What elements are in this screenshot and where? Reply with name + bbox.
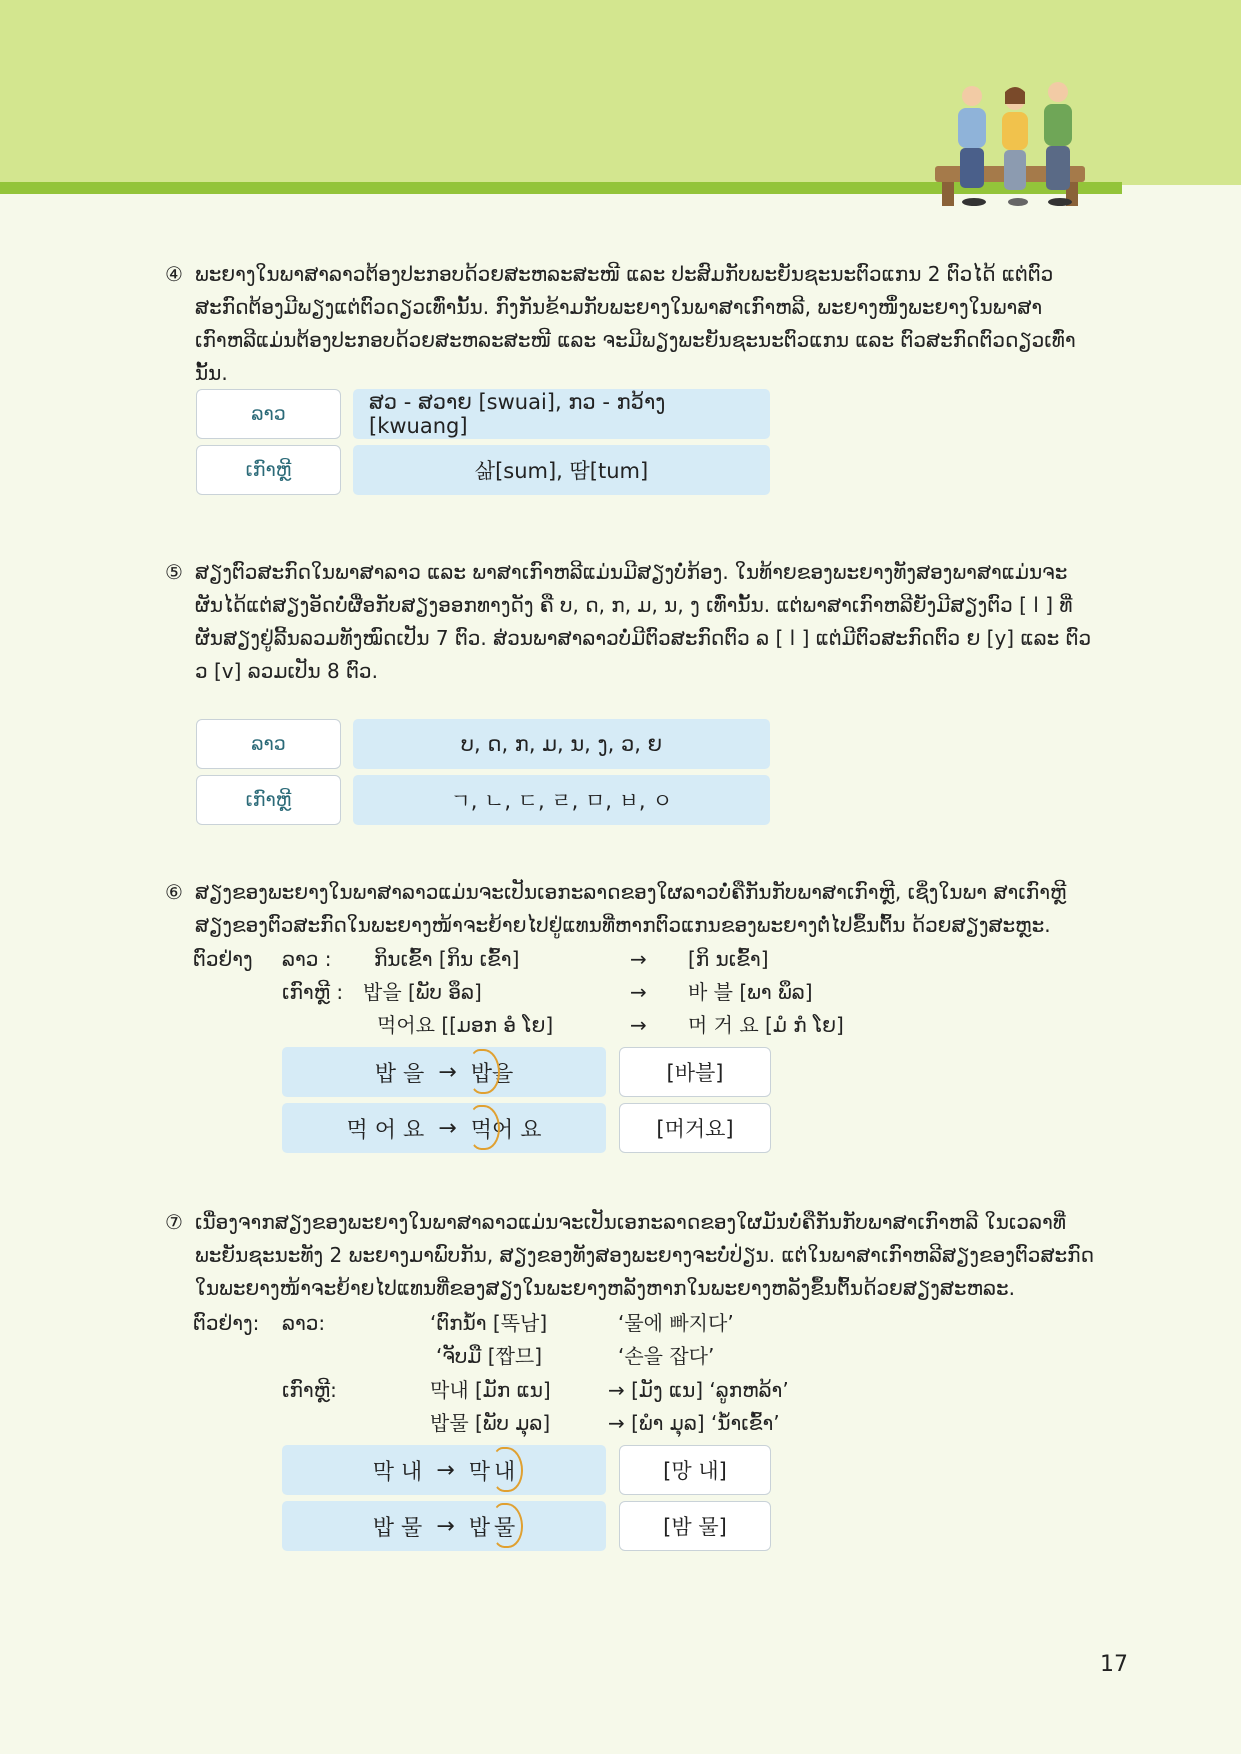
paragraph-text: ເນື່ອງຈາກສຽງຂອງພະຍາງໃນພາສາລາວແມ່ນຈະເປັນເອກະລາດຂອງໃຜມັນບໍ່ຄືກັນກັບພາສາເກົາຫລີ ໃນເວລາທີ່ພະຍັນຊະນະທັງ 2 ພະຍາງມາພົບກັນ, ສຽງຂອງທັງສອງພະຍາງຈະບໍ່ປ່ຽນ. ແຕ່ໃນພາສາເກົາຫລີສຽງຂອງຕົວສະກົດໃນພະຍາງໜ້າຈະຍ້າຍໄປແທນທີ່ຂອງສຽງໃນພະຍາງຫລັງຫາກໃນພະຍາງຫລັງຂຶ້ນຕົ້ນດ້ວຍສຽງສະຫລະ. xyxy=(195,1210,1094,1300)
example-result: 머 거 요 [ມໍ ກໍ ໂຍ] xyxy=(688,1013,844,1037)
arrow-icon: → xyxy=(438,1059,457,1085)
page-number: 17 xyxy=(1100,1652,1128,1677)
paragraph-4 xyxy=(165,258,1095,390)
item-number: ⑤ xyxy=(165,560,183,584)
example-word: 먹어요 [[ມອກ ອໍ ໂຍ] xyxy=(377,1013,554,1037)
pronunciation-result: [머거요] xyxy=(619,1103,771,1153)
first-syllable: 막 xyxy=(468,1459,490,1485)
label-korean: ເກົາຫຼີ xyxy=(196,445,341,495)
example-lang: ເກົາຫຼີ: xyxy=(282,1378,337,1402)
syllables-before: 막 내 xyxy=(372,1459,423,1485)
value-lao: ສວ - ສວາຍ [swuai], ກວ - ກວ້າງ [kwuang] xyxy=(353,389,770,439)
label-lao: ລາວ xyxy=(196,389,341,439)
example-lang: ລາວ: xyxy=(282,1311,326,1335)
paragraph-7 xyxy=(165,1206,1095,1305)
paragraph-text: ສຽງຕົວສະກົດໃນພາສາລາວ ແລະ ພາສາເກົາຫລີແມ່ນມີສຽງບໍ່ກ້ອງ. ໃນທ້າຍຂອງພະຍາງທັງສອງພາສາແມ່ນຈະຜັນໄດ້ແຕ່ສຽງອັດບໍ່ຜື່ອກັບສຽງອອກທາງດັງ ຄື ບ, ດ, ກ, ມ, ນ, ງ ເທົ່ານັ້ນ. ແຕ່ພາສາເກົາຫລີຍັງມີສຽງຕົວ [ l ] ທີ່ຜັນສຽງຢູ່ລີ້ນລວມທັງໝົດເປັນ 7 ຕົວ. ສ່ວນພາສາລາວບໍ່ມີຕົວສະກົດຕົວ ລ [ l ] ແຕ່ມີຕົວສະກົດຕົວ ຍ [y] ແລະ ຕົວ ວ [v] ລວມເປັນ 8 ຕົວ. xyxy=(195,560,1092,683)
example-arrow: → xyxy=(630,947,647,971)
moving-consonant-syllable: 먹 xyxy=(471,1113,492,1144)
syllables-before: 먹 어 요 xyxy=(346,1117,425,1143)
pronunciation-result: [망 내] xyxy=(619,1445,771,1495)
liaison-box xyxy=(282,1445,606,1495)
paragraph-text: ສຽງຂອງພະຍາງໃນພາສາລາວແມ່ນຈະເປັນເອກະລາດຂອງໃຜລາວບໍ່ຄືກັນກັບພາສາເກົາຫຼີ, ເຊິ່ງໃນພາ ສາເກົາຫຼີສຽງຂອງຕົວສະກົດໃນພະຍາງໜ້າຈະຍ້າຍໄປຢູ່ແທນທີ່ຫາກຕົວແກນຂອງພະຍາງຕໍ່ໄປຂຶ້ນຕົ້ນ ດ້ວຍສຽງສະຫຼະ. xyxy=(195,880,1067,937)
example-meaning: ‘손을 잡다’ xyxy=(618,1344,715,1368)
example-word: 막내 [ມັກ ແນ] xyxy=(430,1378,551,1402)
example-word: 밥을 [ພັບ ອຶລ] xyxy=(363,980,482,1004)
liaison-box xyxy=(282,1501,606,1551)
example-meaning: ‘물에 빠지다’ xyxy=(618,1311,734,1335)
syllables-before: 밥 을 xyxy=(374,1061,425,1087)
arrow-icon: → xyxy=(436,1457,455,1483)
example-meaning: → [ມັງ ແນ] ‘ລູກຫລ້າ’ xyxy=(608,1378,789,1402)
syllables-before: 밥 물 xyxy=(372,1515,423,1541)
example-meaning: → [ພໍາ ມຸລ] ‘ນ້ຳເຂົ້າ’ xyxy=(608,1411,780,1435)
example-label: ຕົວຢ່າງ: xyxy=(193,1311,260,1335)
example-lang: ລາວ : xyxy=(282,947,332,971)
item-number: ④ xyxy=(165,262,183,286)
liaison-box xyxy=(282,1103,606,1153)
pronunciation-result: [밤 물] xyxy=(619,1501,771,1551)
value-korean: 삶[sum], 땀[tum] xyxy=(353,445,770,495)
paragraph-5 xyxy=(165,556,1095,688)
example-label: ຕົວຢ່າງ xyxy=(193,947,253,971)
syllables-after: 을 xyxy=(491,1061,514,1087)
example-word: ‘ຈັບມື [짭므] xyxy=(436,1344,543,1368)
syllables-after: 어 요 xyxy=(491,1117,542,1143)
first-syllable: 밥 xyxy=(468,1515,490,1541)
value-lao: ບ, ດ, ກ, ມ, ນ, ງ, ວ, ຍ xyxy=(353,719,770,769)
example-result: 바 블 [ພາ ພຶລ] xyxy=(688,980,813,1004)
changed-syllable: 물 xyxy=(494,1511,515,1542)
value-korean: ㄱ, ㄴ, ㄷ, ㄹ, ㅁ, ㅂ, ㅇ xyxy=(353,775,770,825)
example-word: ກິນເຂົ້າ [ກິນ ເຂົ້າ] xyxy=(374,947,520,971)
pronunciation-result: [바블] xyxy=(619,1047,771,1097)
example-arrow: → xyxy=(630,980,647,1004)
label-lao: ລາວ xyxy=(196,719,341,769)
example-word: ‘ຕົກນ້ຳ [똑남] xyxy=(430,1311,548,1335)
example-lang: ເກົາຫຼີ : xyxy=(282,980,344,1004)
example-arrow: → xyxy=(630,1013,647,1037)
arrow-icon: → xyxy=(438,1115,457,1141)
item-number: ⑦ xyxy=(165,1210,183,1234)
label-korean: ເກົາຫຼີ xyxy=(196,775,341,825)
liaison-box xyxy=(282,1047,606,1097)
example-result: [ກິ ນເຂົ້າ] xyxy=(688,947,769,971)
paragraph-6 xyxy=(165,876,1095,942)
item-number: ⑥ xyxy=(165,880,183,904)
people-on-bench-illustration xyxy=(930,78,1100,213)
arrow-icon: → xyxy=(436,1513,455,1539)
paragraph-text: ພະຍາງໃນພາສາລາວຕ້ອງປະກອບດ້ວຍສະຫລະສະໜີ ແລະ ປະສົມກັບພະຍັນຊະນະຕົວແກນ 2 ຕົວໄດ້ ແຕ່ຕົວສະກົດຕ້ອງມີພຽງແຕ່ຕົວດຽວເທົ່ານັ້ນ. ກົງກັນຂ້າມກັບພະຍາງໃນພາສາເກົາຫລີ, ພະຍາງໜຶ່ງພະຍາງໃນພາສາເກົາຫລີແມ່ນຕ້ອງປະກອບດ້ວຍສະຫລະສະໜີ ແລະ ຈະມີພຽງພະຍັນຊະນະຕົວແກນ ແລະ ຕົວສະກົດຕົວດຽວເທົ່ານັ້ນ. xyxy=(195,262,1076,385)
changed-syllable: 내 xyxy=(494,1455,515,1486)
moving-consonant-syllable: 밥 xyxy=(471,1057,492,1088)
example-word: 밥물 [ພັບ ມຸລ] xyxy=(430,1411,551,1435)
